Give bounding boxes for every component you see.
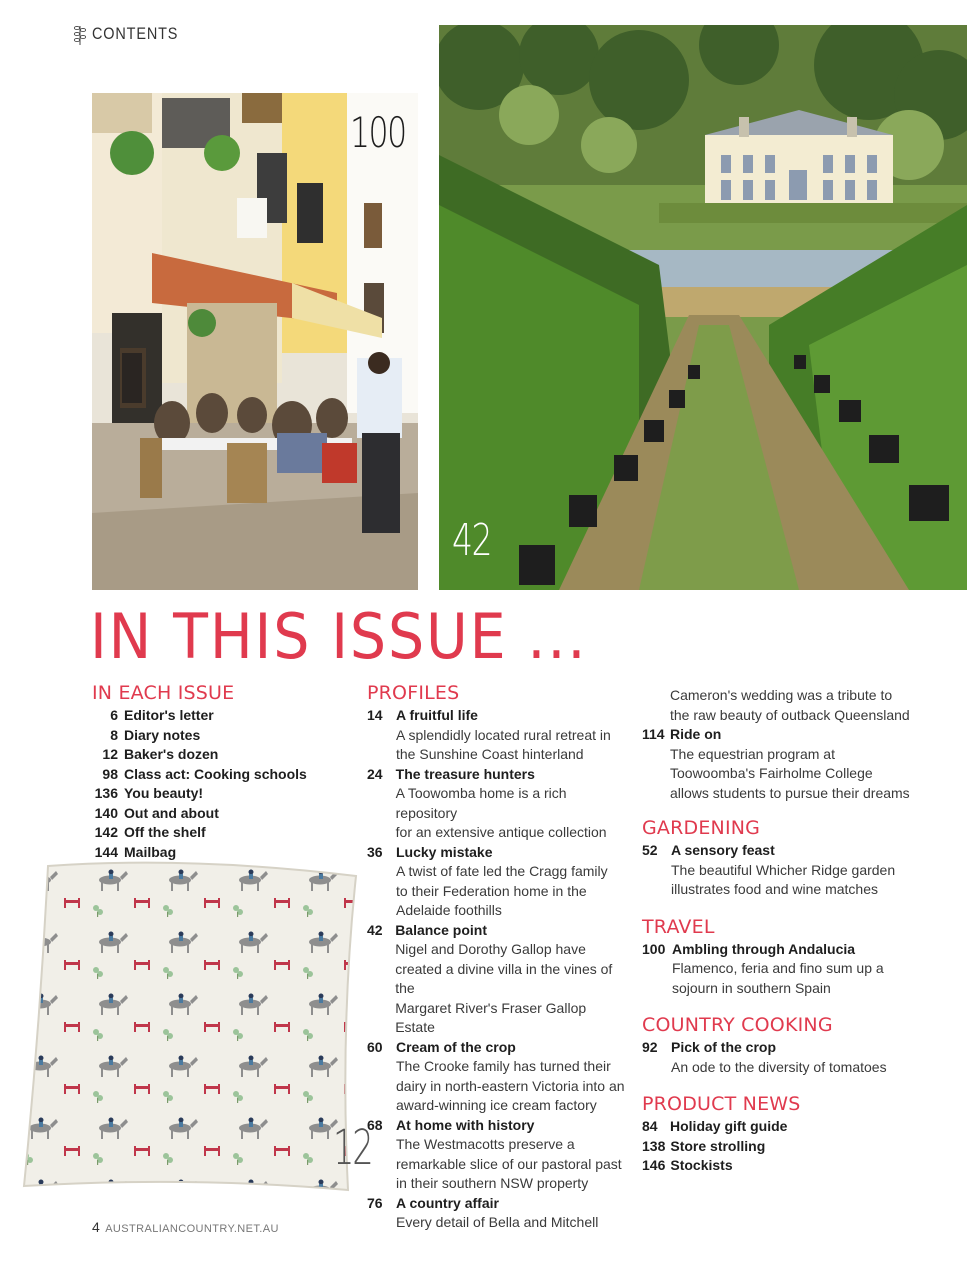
list-item[interactable]: 140 Out and about bbox=[94, 804, 219, 821]
list-item-continuation: Cameron's wedding was a tribute to the raw beauty of outback Queensland bbox=[670, 687, 910, 723]
page-number-100: 100 bbox=[350, 108, 406, 157]
list-item[interactable]: 138 Store strolling bbox=[642, 1137, 766, 1154]
leaf-sprig-icon bbox=[72, 22, 88, 46]
list-item[interactable]: 98 Class act: Cooking schools bbox=[102, 765, 307, 782]
list-item[interactable]: 36 Lucky mistake A twist of fate led the Cragg family to their Federation home in the Adelaide foothills bbox=[367, 843, 608, 918]
website-url[interactable]: AUSTRALIANCOUNTRY.NET.AU bbox=[105, 1223, 279, 1235]
list-item[interactable]: 144 Mailbag bbox=[94, 843, 177, 860]
section-heading-profiles: PROFILES bbox=[367, 682, 460, 704]
list-item[interactable]: 12 Baker's dozen bbox=[102, 746, 219, 762]
vineyard-villa-photo bbox=[439, 25, 967, 590]
list-item[interactable]: 92 Pick of the crop An ode to the diversity of tomatoes bbox=[642, 1039, 887, 1075]
page-footer bbox=[92, 1219, 279, 1235]
list-item[interactable]: 60 Cream of the crop The Crooke family has turned their dairy in north-eastern Victoria into an award-winning ice cream factory bbox=[367, 1038, 625, 1113]
list-item[interactable]: 84 Holiday gift guide bbox=[642, 1118, 788, 1134]
section-heading-in-each-issue: IN EACH ISSUE bbox=[92, 682, 235, 704]
list-item[interactable]: 136 You beauty! bbox=[94, 785, 204, 801]
list-item[interactable]: 142 Off the shelf bbox=[94, 824, 206, 840]
list-item[interactable]: 8 Diary notes bbox=[110, 726, 201, 743]
list-item[interactable]: 14 A fruitful life A splendidly located rural retreat in the Sunshine Coast hinterland bbox=[367, 707, 611, 762]
list-item[interactable]: 24 The treasure hunters A Toowomba home is a rich repository for an extensive antique collection bbox=[367, 765, 607, 840]
cushion-photo bbox=[18, 858, 363, 1198]
section-header bbox=[72, 22, 194, 46]
street-cafe-photo bbox=[92, 93, 418, 590]
list-item[interactable]: 52 A sensory feast The beautiful Whicher Ridge garden illustrates food and wine matches bbox=[642, 842, 896, 897]
list-item[interactable]: 114 Ride on The equestrian program at Toowoomba's Fairholme College allows students to pursue their dreams bbox=[642, 726, 910, 801]
section-heading-travel: TRAVEL bbox=[642, 915, 715, 938]
in-each-issue-section bbox=[92, 682, 342, 862]
folio-page-number: 4 bbox=[92, 1219, 101, 1235]
right-column bbox=[642, 686, 942, 1176]
section-heading-country-cooking: COUNTRY COOKING bbox=[642, 1014, 833, 1036]
list-item[interactable]: 42 Balance point Nigel and Dorothy Gallop have created a divine villa in the vines of the Margaret River's Fraser Gallop Estate bbox=[367, 921, 613, 1035]
list-item[interactable]: 6 Editor's letter bbox=[110, 707, 214, 723]
page-number-12: 12 bbox=[333, 1120, 372, 1176]
list-item[interactable]: 146 Stockists bbox=[642, 1157, 733, 1173]
list-item[interactable]: 68 At home with history The Westmacotts preserve a remarkable slice of our pastoral past in their southern NSW property bbox=[367, 1116, 622, 1191]
list-item[interactable]: 76 A country affair Every detail of Bella and Mitchell bbox=[367, 1194, 599, 1230]
list-item[interactable]: 100 Ambling through Andalucia Flamenco, feria and fino sum up a sojourn in southern Spain bbox=[642, 940, 884, 996]
section-label: CONTENTS bbox=[92, 24, 179, 43]
page-number-42: 42 bbox=[452, 515, 491, 566]
page-title: IN THIS ISSUE ... bbox=[90, 600, 588, 673]
section-heading-gardening: GARDENING bbox=[642, 817, 761, 839]
profiles-section bbox=[367, 682, 629, 1233]
section-heading-product-news: PRODUCT NEWS bbox=[642, 1093, 801, 1115]
